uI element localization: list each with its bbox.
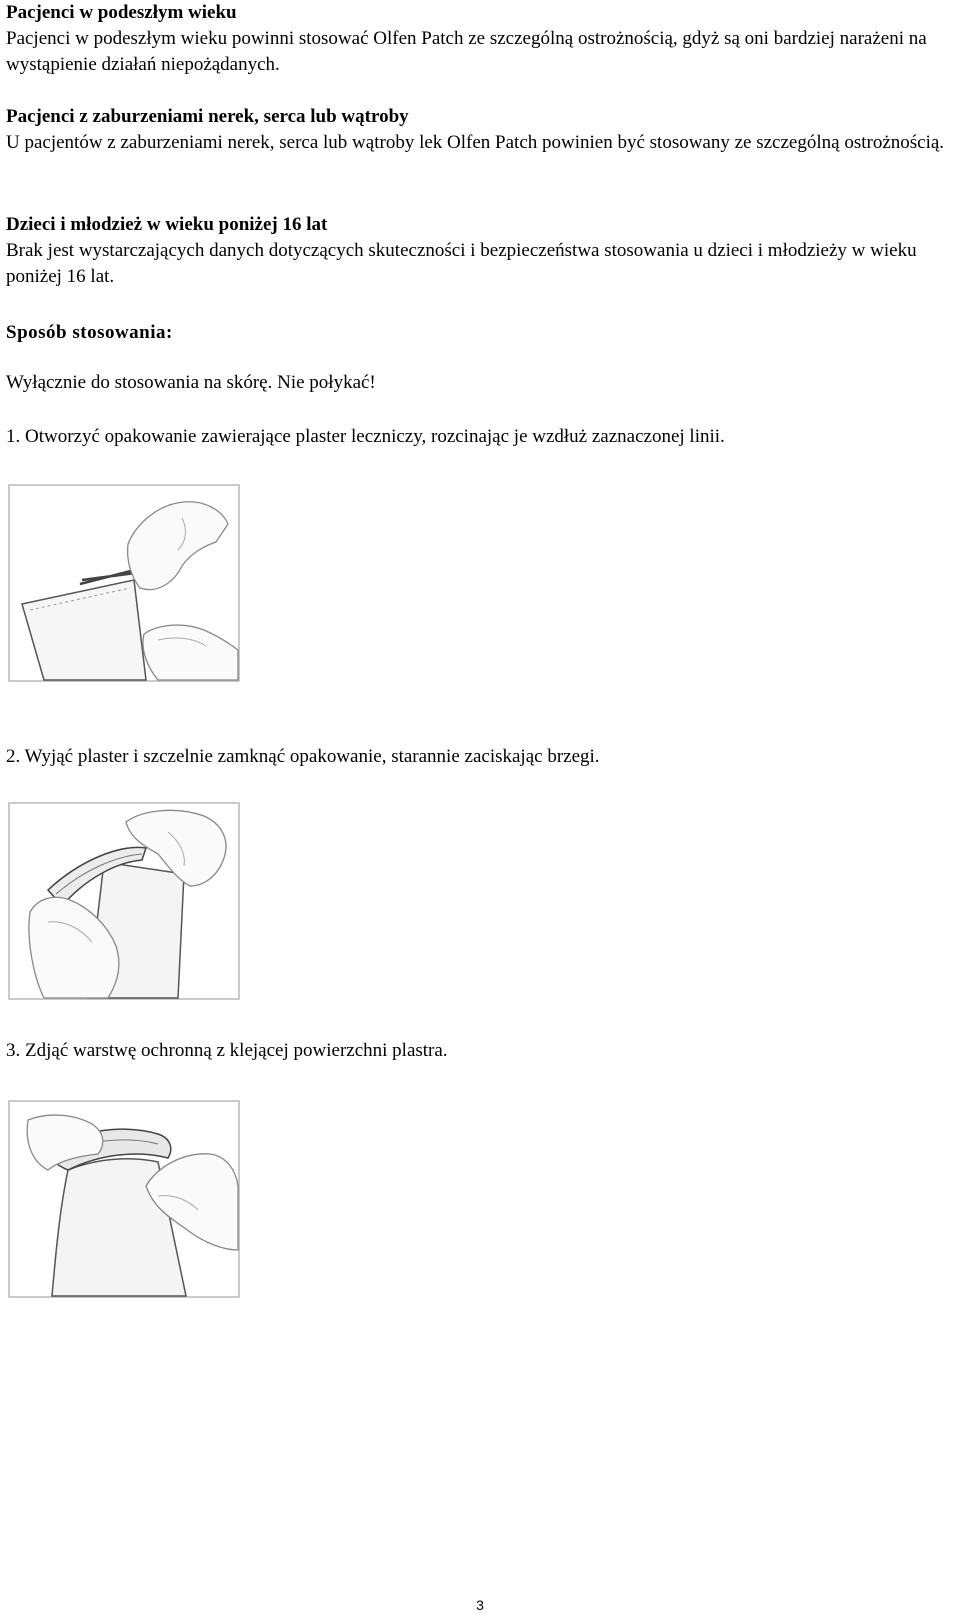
section-heading: Pacjenci z zaburzeniami nerek, serca lub wątroby <box>6 106 409 127</box>
section-usage <box>6 320 956 346</box>
step-3 <box>6 1038 956 1064</box>
section-heading: Sposób stosowania: <box>6 322 173 343</box>
step-text: 3. Zdjąć warstwę ochronną z klejącej powierzchni plastra. <box>6 1040 448 1061</box>
step-2 <box>6 744 956 770</box>
scissors-cutting-sachet-illustration <box>8 484 240 682</box>
section-children <box>6 212 956 290</box>
usage-note <box>6 370 956 396</box>
section-text: Pacjenci w podeszłym wieku powinni stosować Olfen Patch ze szczególną ostrożnością, gdyż są oni bardziej narażeni na wystąpienie działań niepożądanych. <box>6 28 927 75</box>
section-text: Brak jest wystarczających danych dotyczących skuteczności i bezpieczeństwa stosowania u dzieci i młodzieży w wieku poniżej 16 lat. <box>6 240 917 287</box>
page-number: 3 <box>476 1597 484 1613</box>
section-text: U pacjentów z zaburzeniami nerek, serca lub wątroby lek Olfen Patch powinien być stosowany ze szczególną ostrożnością. <box>6 132 945 153</box>
section-heading: Pacjenci w podeszłym wieku <box>6 2 237 23</box>
usage-note-text: Wyłącznie do stosowania na skórę. Nie połykać! <box>6 372 376 393</box>
step-text: 2. Wyjąć plaster i szczelnie zamknąć opakowanie, starannie zaciskając brzegi. <box>6 746 600 767</box>
peeling-liner-illustration <box>8 1100 240 1298</box>
removing-patch-illustration <box>8 802 240 1000</box>
step-text: 1. Otworzyć opakowanie zawierające plaster leczniczy, rozcinając je wzdłuż zaznaczonej linii. <box>6 426 725 447</box>
section-organ-impairment <box>6 104 956 156</box>
step-1 <box>6 424 956 450</box>
section-heading: Dzieci i młodzież w wieku poniżej 16 lat <box>6 214 328 235</box>
section-elderly <box>6 0 956 78</box>
